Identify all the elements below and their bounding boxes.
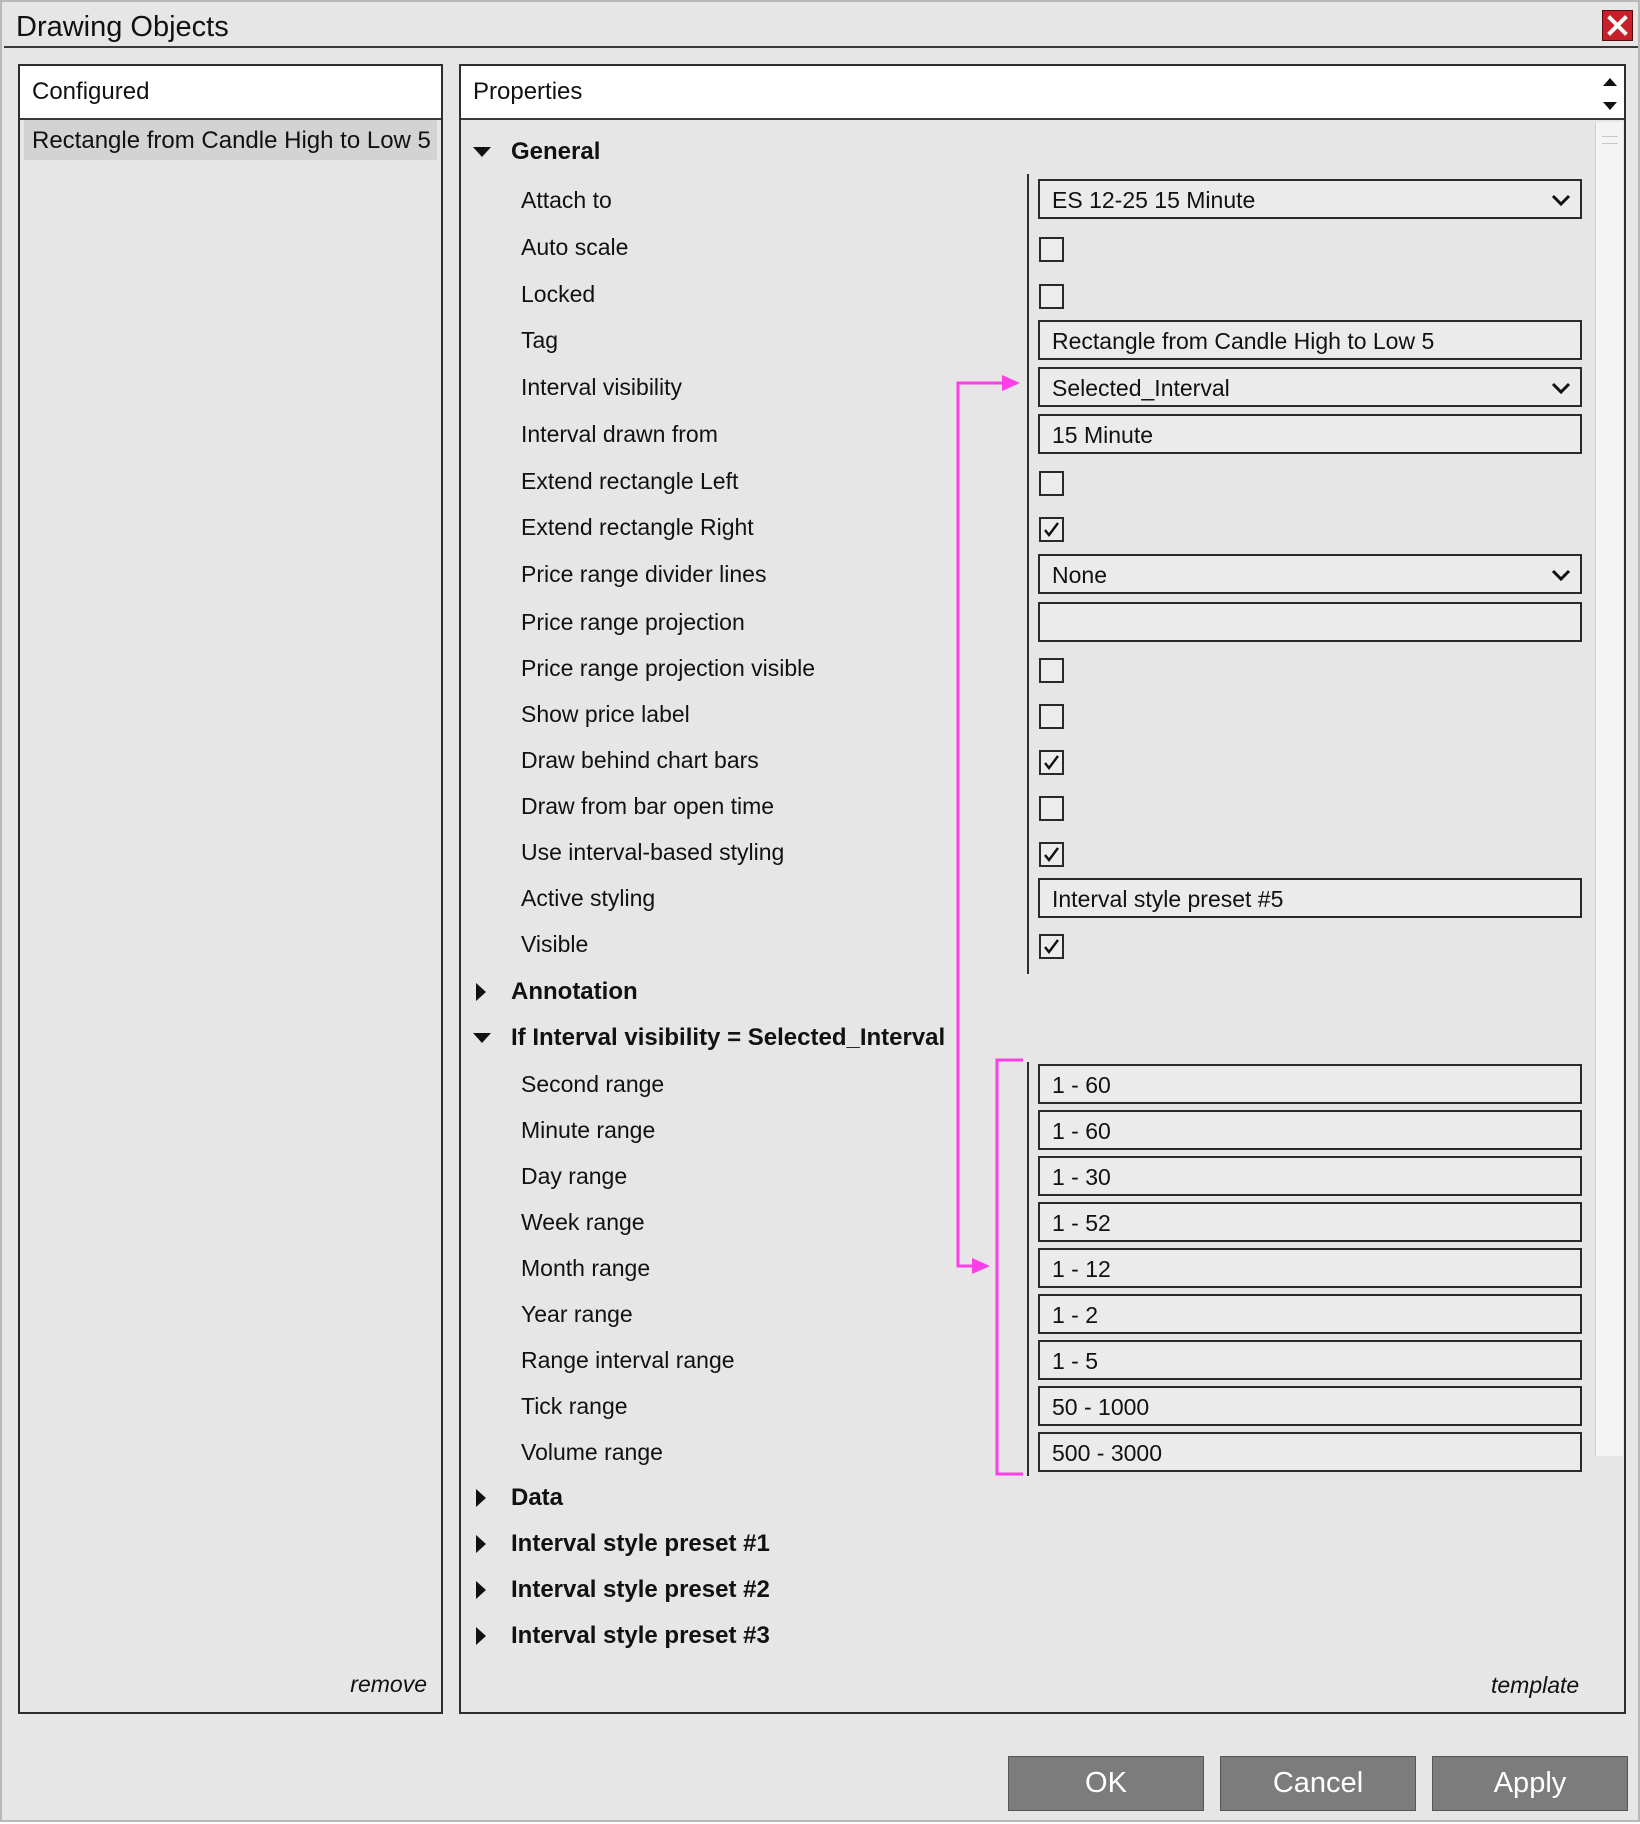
prop-label-week-range: Week range <box>521 1209 645 1235</box>
prop-label-second-range: Second range <box>521 1071 665 1097</box>
title-bar <box>4 4 1638 48</box>
prop-label-attach-to: Attach to <box>521 187 612 213</box>
day-range-field[interactable] <box>1038 1156 1582 1196</box>
checkmark-icon <box>1043 938 1060 955</box>
prop-label-visible: Visible <box>521 931 589 957</box>
prop-label-auto-scale: Auto scale <box>521 234 629 260</box>
window-title: Drawing Objects <box>16 11 229 43</box>
template-link[interactable]: template <box>1491 1672 1580 1698</box>
interval-styling-checkbox[interactable] <box>1039 842 1064 867</box>
tag-value: Rectangle from Candle High to Low 5 <box>1052 328 1435 354</box>
price-range-divider-dropdown[interactable] <box>1038 554 1582 594</box>
attach-to-dropdown[interactable] <box>1038 179 1582 219</box>
scroll-down-button[interactable] <box>1597 94 1623 118</box>
minute-range-field[interactable] <box>1038 1110 1582 1150</box>
interval-visibility-value: Selected_Interval <box>1052 375 1230 401</box>
section-data-label: Data <box>511 1484 564 1511</box>
prop-label-volume-range: Volume range <box>521 1439 663 1465</box>
prop-label-tag: Tag <box>521 327 559 353</box>
collapsed-triangle-icon <box>471 982 493 1002</box>
prop-label-price-range-projection: Price range projection <box>521 609 745 635</box>
collapsed-triangle-icon <box>471 1534 493 1554</box>
prop-label-locked: Locked <box>521 281 596 307</box>
auto-scale-checkbox[interactable] <box>1039 237 1064 262</box>
visible-checkbox[interactable] <box>1039 934 1064 959</box>
close-icon <box>1603 11 1632 40</box>
prop-label-month-range: Month range <box>521 1255 651 1281</box>
price-range-divider-value: None <box>1052 562 1107 588</box>
locked-checkbox[interactable] <box>1039 284 1064 309</box>
section-preset-1-label: Interval style preset #1 <box>511 1530 770 1557</box>
scrollbar-grip[interactable] <box>1602 136 1618 144</box>
section-general-label: General <box>511 138 601 165</box>
day-range-value: 1 - 30 <box>1052 1164 1111 1190</box>
properties-panel <box>459 64 1626 1714</box>
section-annotation-label: Annotation <box>511 978 638 1005</box>
prop-label-projection-visible: Price range projection visible <box>521 655 816 681</box>
vertical-scrollbar[interactable] <box>1595 122 1623 1456</box>
prop-label-extend-left: Extend rectangle Left <box>521 468 739 494</box>
prop-label-extend-right: Extend rectangle Right <box>521 514 754 540</box>
column-divider <box>1027 1062 1029 1476</box>
prop-label-interval-visibility: Interval visibility <box>521 374 683 400</box>
extend-left-checkbox[interactable] <box>1039 471 1064 496</box>
prop-label-price-range-divider: Price range divider lines <box>521 561 767 587</box>
year-range-field[interactable] <box>1038 1294 1582 1334</box>
section-interval-label: If Interval visibility = Selected_Interval <box>511 1024 946 1051</box>
prop-label-show-price-label: Show price label <box>521 701 690 727</box>
second-range-field[interactable] <box>1038 1064 1582 1104</box>
properties-header: Properties <box>461 66 1624 120</box>
month-range-field[interactable] <box>1038 1248 1582 1288</box>
year-range-value: 1 - 2 <box>1052 1302 1099 1328</box>
collapsed-triangle-icon <box>471 1580 493 1600</box>
prop-label-range-interval-range: Range interval range <box>521 1347 735 1373</box>
prop-label-year-range: Year range <box>521 1301 633 1327</box>
prop-label-tick-range: Tick range <box>521 1393 628 1419</box>
expanded-triangle-icon <box>471 142 493 162</box>
prop-label-interval-styling: Use interval-based styling <box>521 839 785 865</box>
price-range-projection-field[interactable] <box>1038 602 1582 642</box>
prop-label-draw-from-open: Draw from bar open time <box>521 793 775 819</box>
configured-item[interactable]: Rectangle from Candle High to Low 5 <box>24 120 437 160</box>
projection-visible-checkbox[interactable] <box>1039 658 1064 683</box>
week-range-field[interactable] <box>1038 1202 1582 1242</box>
prop-label-draw-behind: Draw behind chart bars <box>521 747 759 773</box>
draw-from-open-checkbox[interactable] <box>1039 796 1064 821</box>
tick-range-field[interactable] <box>1038 1386 1582 1426</box>
active-styling-field[interactable] <box>1038 878 1582 918</box>
collapsed-triangle-icon <box>471 1626 493 1646</box>
apply-button[interactable]: Apply <box>1432 1756 1628 1811</box>
expanded-triangle-icon <box>471 1028 493 1048</box>
show-price-label-checkbox[interactable] <box>1039 704 1064 729</box>
configured-panel <box>18 64 443 1714</box>
section-preset-2-label: Interval style preset #2 <box>511 1576 770 1603</box>
month-range-value: 1 - 12 <box>1052 1256 1111 1282</box>
range-interval-range-value: 1 - 5 <box>1052 1348 1099 1374</box>
prop-label-interval-drawn-from: Interval drawn from <box>521 421 718 447</box>
prop-label-active-styling: Active styling <box>521 885 656 911</box>
triangle-down-icon <box>1597 94 1623 118</box>
minute-range-value: 1 - 60 <box>1052 1118 1111 1144</box>
attach-to-value: ES 12-25 15 Minute <box>1052 187 1256 213</box>
prop-label-minute-range: Minute range <box>521 1117 656 1143</box>
column-divider <box>1027 174 1029 974</box>
range-interval-range-field[interactable] <box>1038 1340 1582 1380</box>
close-button[interactable] <box>1602 10 1633 41</box>
configured-header: Configured <box>20 66 441 120</box>
interval-drawn-from-value: 15 Minute <box>1052 422 1154 448</box>
ok-button[interactable]: OK <box>1008 1756 1204 1811</box>
chevron-down-icon <box>1550 192 1572 208</box>
active-styling-value: Interval style preset #5 <box>1052 886 1284 912</box>
cancel-button[interactable]: Cancel <box>1220 1756 1416 1811</box>
collapsed-triangle-icon <box>471 1488 493 1508</box>
volume-range-value: 500 - 3000 <box>1052 1440 1162 1466</box>
triangle-up-icon <box>1597 70 1623 94</box>
chevron-down-icon <box>1550 567 1572 583</box>
checkmark-icon <box>1043 846 1060 863</box>
scroll-up-button[interactable] <box>1597 70 1623 94</box>
chevron-down-icon <box>1550 380 1572 396</box>
second-range-value: 1 - 60 <box>1052 1072 1111 1098</box>
interval-visibility-dropdown[interactable] <box>1038 367 1582 407</box>
extend-right-checkbox[interactable] <box>1039 517 1064 542</box>
tag-input[interactable] <box>1038 320 1582 360</box>
checkmark-icon <box>1043 754 1060 771</box>
draw-behind-checkbox[interactable] <box>1039 750 1064 775</box>
tick-range-value: 50 - 1000 <box>1052 1394 1150 1420</box>
checkmark-icon <box>1043 521 1060 538</box>
interval-drawn-from-field[interactable] <box>1038 414 1582 454</box>
week-range-value: 1 - 52 <box>1052 1210 1111 1236</box>
prop-label-day-range: Day range <box>521 1163 628 1189</box>
volume-range-field[interactable] <box>1038 1432 1582 1472</box>
remove-link[interactable]: remove <box>350 1671 427 1697</box>
section-preset-3-label: Interval style preset #3 <box>511 1622 770 1649</box>
